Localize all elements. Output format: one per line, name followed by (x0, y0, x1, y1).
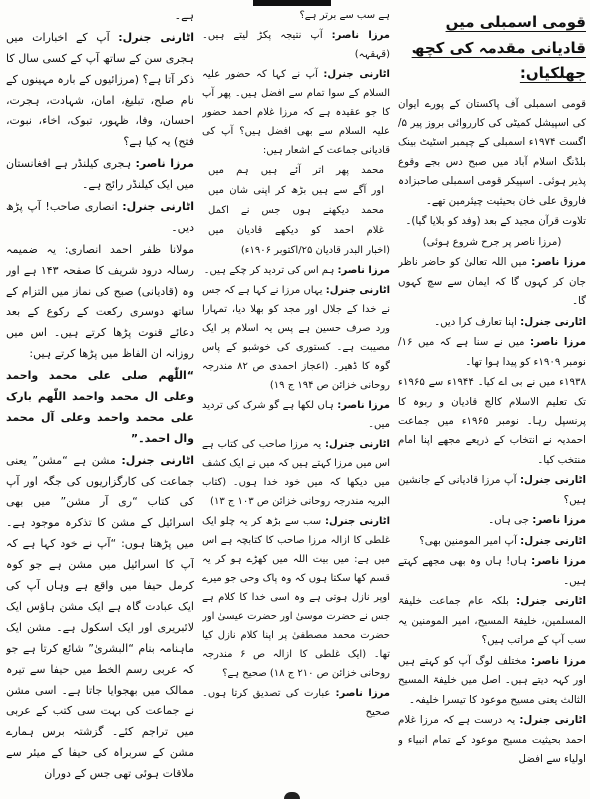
speaker-label: اٹارنی جنرل: (323, 69, 390, 80)
speaker-label: مرزا ناصر: (531, 555, 586, 568)
paragraph-text: ہے۔ (174, 9, 194, 22)
paragraph (202, 512, 390, 683)
speaker-label: اٹارنی جنرل: (519, 714, 586, 727)
paragraph (398, 592, 586, 650)
paragraph-text: ہم اس کی تردید کر چکے ہیں۔ (203, 265, 335, 276)
speaker-label: اٹارنی جنرل: (325, 439, 390, 450)
citation: (اخبار البدر قادیان ۲۵/اکتوبر ۱۹۰۶ء) (240, 245, 390, 256)
paragraph-text: آپ امیر المومنین بھی؟ (419, 534, 517, 547)
paragraph-text: تلاوت قرآن مجید کے بعد (وفد کو بلایا گیا)۔ (405, 215, 586, 228)
speaker-label: اٹارنی جنرل: (516, 595, 586, 608)
paragraph (6, 6, 194, 27)
stage-direction (398, 233, 586, 252)
paragraph-text: ہاں! ہاں وہ بھی مجھے کہتے ہیں۔ (398, 555, 586, 587)
speaker-label: اٹارنی جنرل: (118, 30, 194, 44)
paragraph-text: یہاں مرزا نے کہا ہے کہ جس نے خدا کے جلال اور مجد کو بھلا دیا، تمہارا ورد صرف حسین ہے پس یہ اسلام پر ایک مصیبت ہے۔ کستوری کی خوشبو کے پاس گوہ کا ڈھیر۔ (اعجاز احمدی ص ۸۲ مندرجہ روحانی خزائن ص ۱۹۴ ج ۱۹) (202, 285, 390, 391)
paragraph-text: ہے سب سے برتر ہے؟ (299, 10, 390, 21)
page-number-mark (284, 792, 300, 799)
speaker-label: اٹارنی جنرل: (122, 200, 194, 214)
speaker-label: اٹارنی جنرل: (520, 534, 586, 547)
paragraph (398, 333, 586, 372)
speaker-label: مرزا ناصر: (530, 336, 586, 349)
paragraph-text: آپ کے اخبارات میں ہجری سن کے ساتھ آپ کے کسی سال کا ذکر آتا ہے؟ (مرزائیوں کے بارہ مہینوں کے نام صلح، تبلیغ، امان، شہادت، ہجرت، احسان، وفا، ظہور، تبوک، اخاء، نبوت، فتح) یہ کیا ہے؟ (6, 30, 194, 149)
paragraph-text: انصاری صاحب! آپ پڑھ دیں۔ (6, 200, 194, 234)
paragraph (202, 281, 390, 395)
paragraph-text: سب سے بڑھ کر یہ چلو ایک غلطی کا ازالہ مرزا صاحب کا کتابچہ ہے اس میں ہے: میں بیت اللہ میں کھڑے ہو کر یہ قسم کھا سکتا ہوں کہ وہ پاک وحی جو میرے اوپر نازل ہوتی ہے وہ اسی خدا کا کلام ہے جس نے حضرت موسیٰ اور حضرت عیسیٰ اور حضرت محمد مصطفیٰ پر اپنا کلام نازل کیا تھا۔ (ایک غلطی کا ازالہ ص ۶ مندرجہ روحانی خزائن ص ۲۱۰ ج ۱۸) صحیح ہے؟ (202, 516, 390, 679)
speaker-label: مرزا ناصر: (135, 157, 194, 171)
speaker-label: مرزا ناصر: (335, 688, 390, 699)
paragraph (202, 26, 390, 64)
verse-line: محمد دیکھنے ہوں جس نے اکمل (208, 205, 384, 216)
paragraph (398, 711, 586, 769)
paragraph-text: آپ مرزا قادیانی کے جانشین ہیں؟ (398, 474, 586, 506)
paragraph (202, 6, 390, 25)
paragraph-text: ہجری کیلنڈر ہے افغانستان میں ایک کیلنڈر رائج ہے۔ (6, 157, 194, 192)
column-middle (202, 6, 390, 794)
paragraph-text: یہ مرزا صاحب کی کتاب ہے اس میں مرزا کہتے ہیں کہ میں نے ایک کشف میں دیکھا کہ میں خود خدا ہوں۔ (کتاب البریہ مندرجہ روحانی خزائن ص ۱۰۳ ج ۱۳) (202, 439, 390, 507)
paragraph-text: ۱۹۳۸ء میں نے بی اے کیا۔ ۱۹۴۴ء سے ۱۹۶۵ء تک تعلیم الاسلام کالج قادیان و ربوہ کا پرنسپل رہا۔ نومبر ۱۹۶۵ء میں جماعت احمدیہ نے انتخاب کے ذریعے مجھے اپنا امام منتخب کیا۔ (398, 376, 586, 466)
speaker-label: مولانا ظفر احمد انصاری: (64, 242, 194, 256)
paragraph-text: قومی اسمبلی آف پاکستان کے پورے ایوان کی اسپیشل کمیٹی کی کارروائی بروز پیر ۵/اگست ۱۹۷۴ء اسمبلی کے چیمبر اسٹیٹ بینک بلڈنگ اسلام آباد میں صبح دس بجے وقوع پذیر ہوئی۔ اسپیکر قومی اسمبلی صاحبزادہ فاروق علی خان بحیثیت چیئرمین تھے۔ (398, 97, 586, 207)
paragraph (398, 95, 586, 212)
speaker-label: مرزا ناصر: (531, 256, 586, 269)
paragraph (398, 313, 586, 332)
paragraph (6, 197, 194, 239)
speaker-label: مرزا ناصر: (337, 265, 390, 276)
paragraph-text: یہ ضمیمہ رسالہ درود شریف کا صفحہ ۱۴۳ ہے اور وہ (قادیانی) صبح کی نماز میں التزام کے ساتھ دوسری رکعت کے رکوع کے بعد دعائے قنوت پڑھا کرتے ہیں۔ اس میں روزانہ ان الفاظ میں پڑھا کرتے ہیں: (6, 242, 194, 361)
paragraph-text: (مرزا ناصر پر جرح شروع ہوئی) (422, 235, 562, 248)
paragraph (398, 212, 586, 231)
speaker-label: اٹارنی جنرل: (519, 474, 586, 487)
prayer-text: “اللّٰھم صلی علی محمد واحمد وعلی ال محمد واحمد اللّٰھم بارک علی محمد واحمد وعلی آل محمد وال احمد۔” (6, 369, 194, 445)
speaker-label: اٹارنی جنرل: (325, 516, 390, 527)
paragraph-text: میں نے سنا ہے کہ میں ۱۶/نومبر ۱۹۰۹ء کو پیدا ہوا تھا۔ (398, 336, 586, 368)
paragraph-text: عبارت کی تصدیق کرتا ہوں۔ صحیح (202, 688, 390, 718)
paragraph-text: میں اللہ تعالیٰ کو حاضر ناظر جان کر کہوں گا کہ ایمان سے سچ کہوں گا۔ (398, 256, 586, 308)
column-left (6, 6, 194, 794)
paragraph (398, 471, 586, 510)
paragraph (202, 396, 390, 434)
paragraph (202, 435, 390, 511)
speaker-label: اٹارنی جنرل: (121, 453, 194, 467)
paragraph (398, 253, 586, 311)
speaker-label: اٹارنی جنرل: (520, 315, 586, 328)
paragraph (398, 652, 586, 710)
speaker-label: مرزا ناصر: (531, 654, 586, 667)
article-title: قومی اسمبلی میں قادیانی مقدمہ کی کچھ جھلکیاں: (411, 13, 586, 82)
paragraph (202, 684, 390, 722)
column-right (398, 6, 586, 794)
paragraph-text: بلکہ عام جماعت خلیفۃ المسلمین، خلیفۃ المسیح، امیر المومنین یہ سب آپ کے مراتب ہیں؟ (398, 595, 586, 647)
paragraph (398, 532, 586, 551)
verse-line: غلام احمد کو دیکھے قادیان میں (208, 225, 384, 236)
paragraph (202, 65, 390, 160)
paragraph-text: جی ہاں۔ (488, 514, 529, 527)
verse-line: محمد پھر اتر آئے ہیں ہم میں (208, 165, 384, 176)
paragraph-text: مشن ہے “مشن” یعنی جماعت کی کارگزاریوں کی جگہ اور آپ کی کتاب “ری آر مشن” میں بھی اسرائیل کے مشن کا تذکرہ موجود ہے۔ میں پڑھتا ہوں: “آپ نے خود کہا ہے کہ آپ کا اسرائیل میں مشن ہے جو کوہ کرمل حیفا میں واقع ہے وہاں آپ کی ایک عبادت گاہ ہے ایک مشن ہاؤس ایک لائبریری اور ایک اسکول ہے۔ مشن ایک ماہنامہ بنام “البشریٰ” شائع کرتا ہے جو کہ عربی رسم الخط میں حیفا سے تیرہ ممالک میں بھجوایا جاتا ہے۔ اسی مشن نے جماعت کی بہت سی کتب کے عربی میں تراجم کئے۔ گزشتہ برس ہمارے مشن کے سربراہ کی حیفا کے میئر سے ملاقات ہوئی تھی جس کے دوران (6, 453, 194, 781)
paragraph-text: آپ نے کہا کہ حضور علیہ السلام کے سوا تمام سے افضل ہیں۔ پھر آپ کا جو عقیدہ ہے کہ مرزا غلام احمد حضور علیہ السلام سے بھی افضل ہیں؟ آپ کی قادیانی جماعت کے اشعار ہیں: (202, 69, 390, 156)
paragraph-text: ہاں لکھا ہے گو شرک کی تردید میں۔ (202, 400, 390, 430)
paragraph (398, 373, 586, 470)
paragraph-text: آپ نتیجہ پکڑ لیتے ہیں۔ (قہقہہ) (202, 30, 390, 60)
verse-line: اور آگے سے ہیں بڑھ کر اپنی شان میں (208, 185, 384, 196)
paragraph-text: اپنا تعارف کرا دیں۔ (434, 315, 517, 328)
speaker-label: مرزا ناصر: (337, 400, 390, 411)
paragraph (6, 154, 194, 196)
paragraph (6, 451, 194, 785)
paragraph (6, 28, 194, 153)
paragraph (202, 261, 390, 280)
paragraph-text: مختلف لوگ آپ کو کہتے ہیں اور کہہ دیتے ہیں۔ اصل میں خلیفۃ المسیح الثالث یعنی مسیح موعود کا تیسرا خلیفہ۔ (398, 654, 586, 706)
paragraph (398, 552, 586, 591)
verse-block (202, 161, 390, 240)
paragraph-text: یہ درست ہے کہ مرزا غلام احمد بحیثیت مسیح موعود کے تمام انبیاء و اولیاء سے افضل (398, 714, 586, 765)
speaker-label: مرزا ناصر: (532, 514, 586, 527)
paragraph (6, 240, 194, 365)
speaker-label: مرزا ناصر: (331, 30, 390, 41)
speaker-label: اٹارنی جنرل: (325, 285, 390, 296)
paragraph (398, 511, 586, 530)
